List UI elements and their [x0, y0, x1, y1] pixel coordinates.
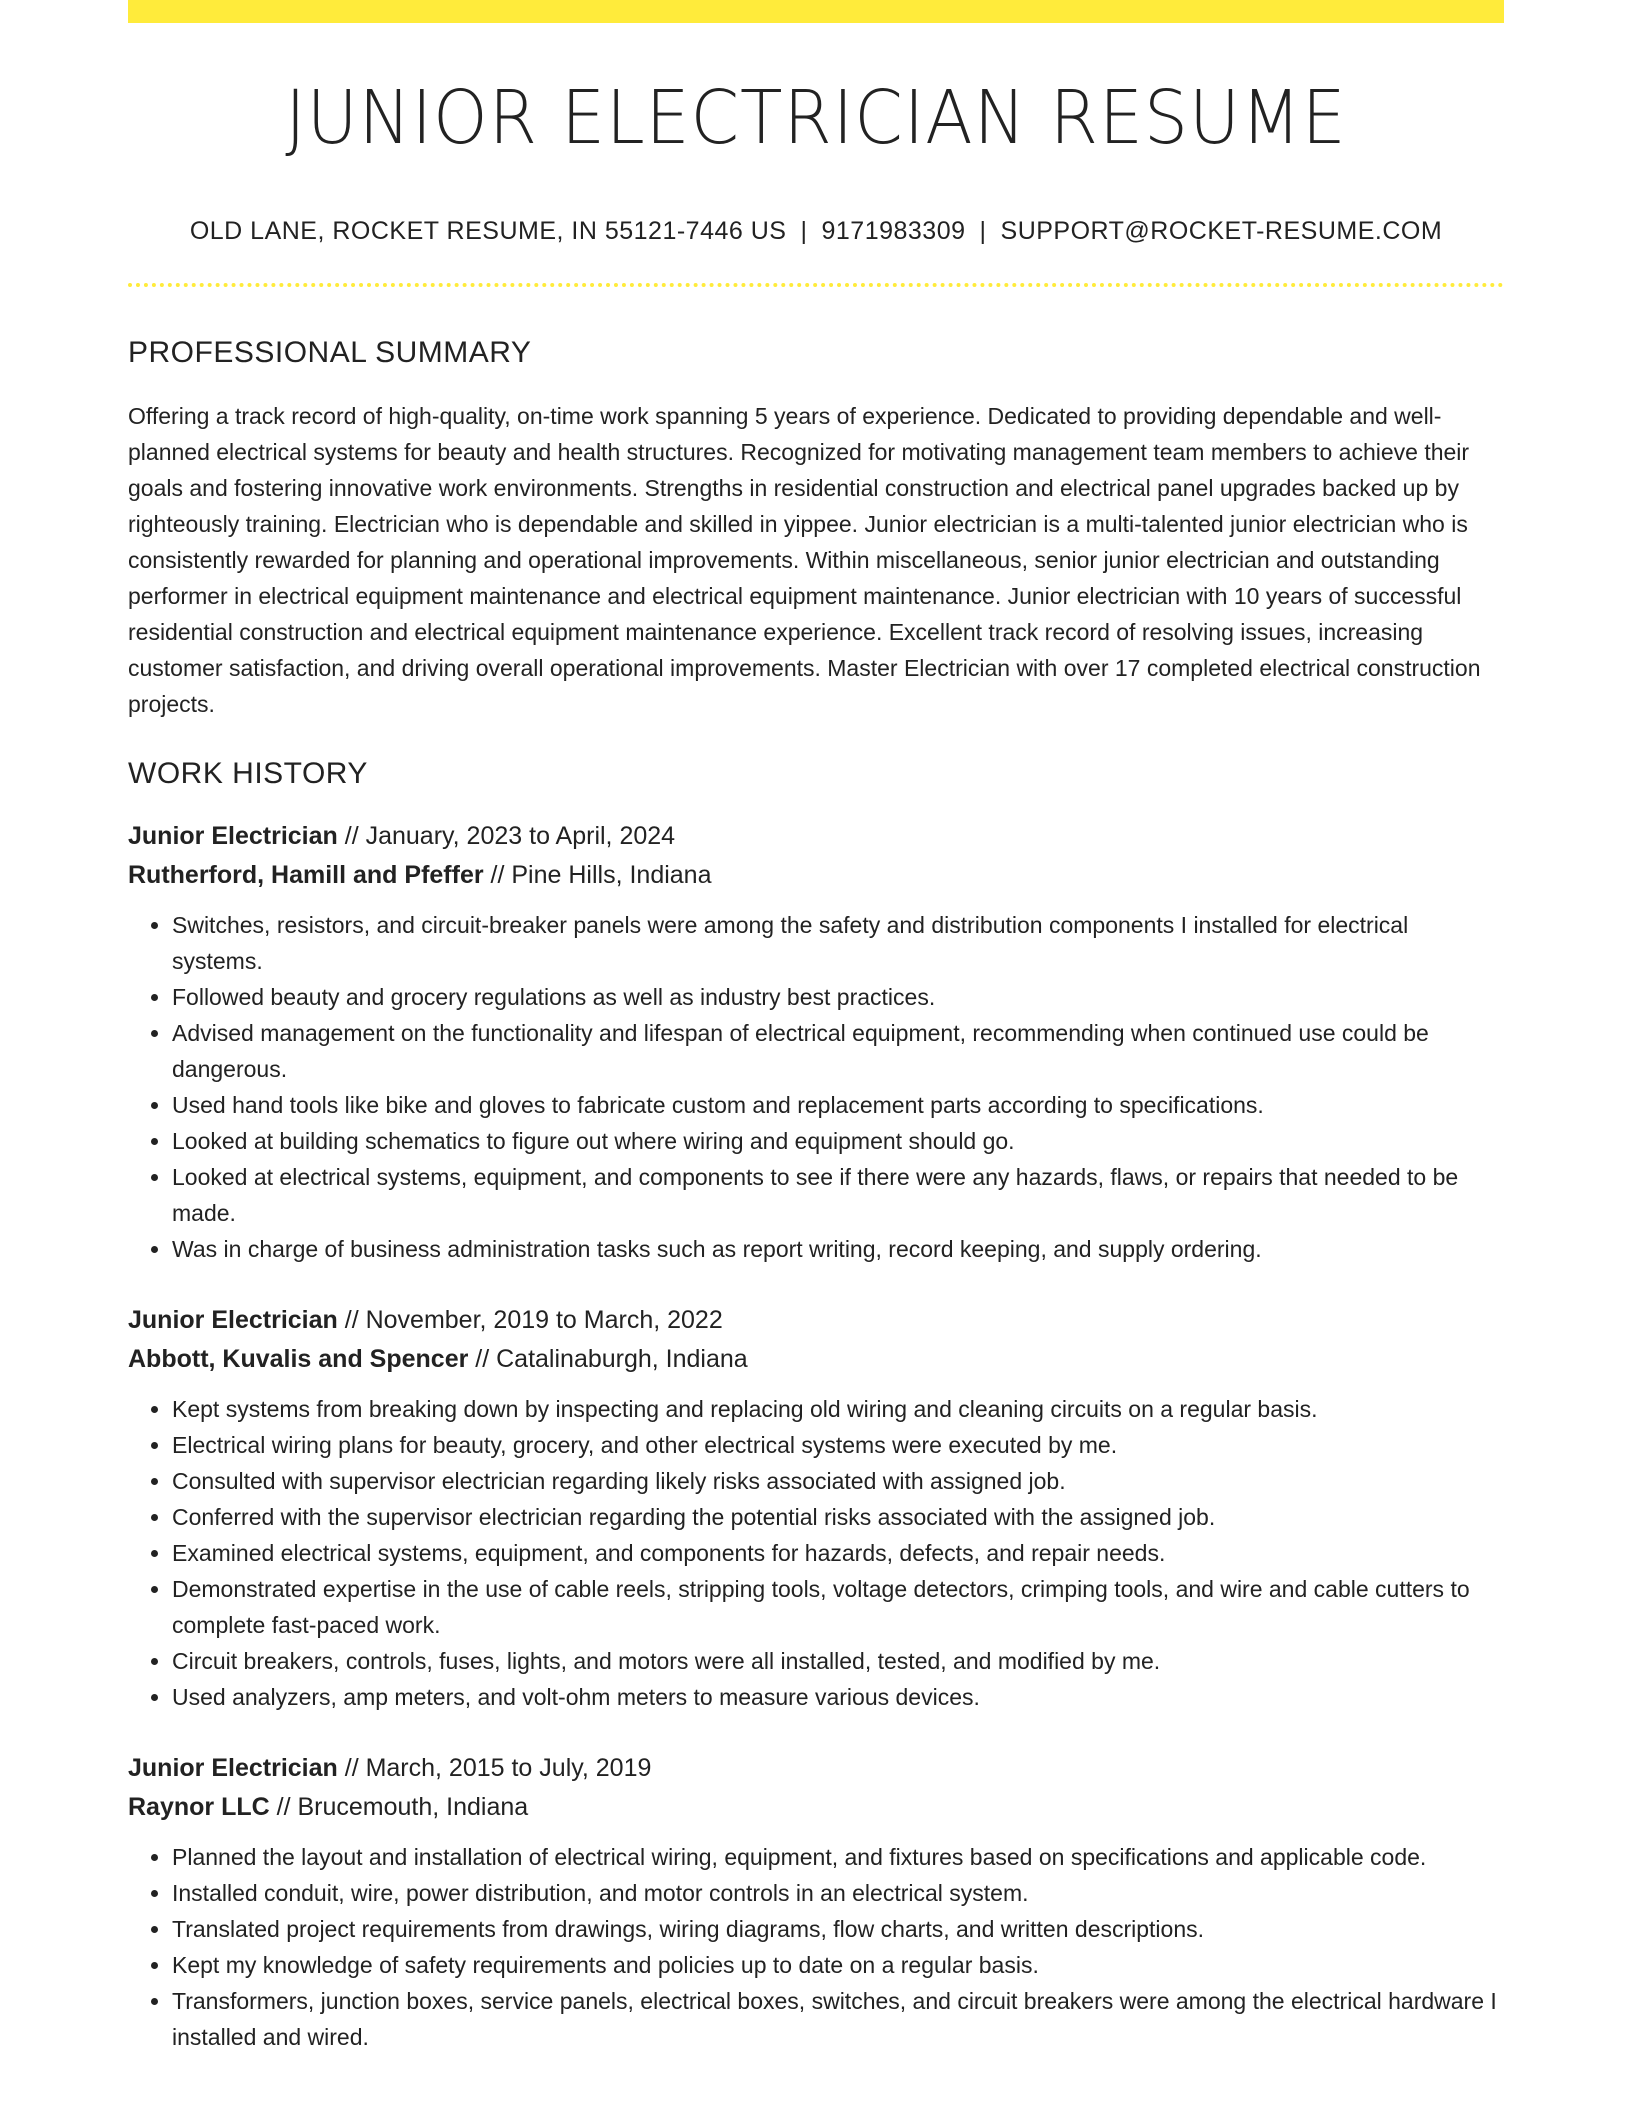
contact-line [128, 219, 1504, 244]
job-location: // Pine Hills, Indiana [483, 861, 712, 889]
job-duty-item: • Consulted with supervisor electrician regarding likely risks associated with assigned job. [172, 1463, 1504, 1499]
accent-top-bar [128, 0, 1504, 23]
job-duty-item: • Installed conduit, wire, power distribution, and motor controls in an electrical system. [172, 1875, 1504, 1911]
job-duty-item: • Conferred with the supervisor electrician regarding the potential risks associated with the assigned job. [172, 1499, 1504, 1535]
job-dates: // November, 2019 to March, 2022 [337, 1306, 723, 1334]
job-duty-item: • Translated project requirements from drawings, wiring diagrams, flow charts, and written descriptions. [172, 1911, 1504, 1947]
job-company: Rutherford, Hamill and Pfeffer [128, 861, 484, 889]
job-company-line [128, 1340, 1504, 1379]
job-location: // Brucemouth, Indiana [269, 1793, 529, 1821]
job-title: Junior Electrician [128, 1306, 338, 1334]
job-duty-item: • Kept my knowledge of safety requirements and policies up to date on a regular basis. [172, 1947, 1504, 1983]
job-duty-item: • Planned the layout and installation of electrical wiring, equipment, and fixtures based on specifications and applicable code. [172, 1839, 1504, 1875]
job-duties-list [128, 1839, 1504, 2055]
job-duty-item: • Examined electrical systems, equipment, and components for hazards, defects, and repair needs. [172, 1535, 1504, 1571]
job-company-line [128, 856, 1504, 895]
resume-title: JUNIOR ELECTRICIAN RESUME [285, 75, 1347, 161]
job-duty-item: • Demonstrated expertise in the use of cable reels, stripping tools, voltage detectors, crimping tools, and wire and cable cutters to complete fast-paced work. [172, 1571, 1504, 1643]
job-title-line [128, 1749, 1504, 1788]
summary-text: Offering a track record of high-quality, on-time work spanning 5 years of experience. Dedicated to providing dependable and well-planned electrical systems for beauty and health structures. Recognized for motivating management team members to achieve their goals and fostering innovative work environments. Strengths in residential construction and electrical panel upgrades backed up by righteously training. Electrician who is dependable and skilled in yippee. Junior electrician is a multi-talented junior electrician who is consistently rewarded for planning and operational improvements. Within miscellaneous, senior junior electrician and outstanding performer in electrical equipment maintenance and electrical equipment maintenance. Junior electrician with 10 years of successful residential construction and electrical equipment maintenance experience. Excellent track record of resolving issues, increasing customer satisfaction, and driving overall operational improvements. Master Electrician with over 17 completed electrical construction projects. [128, 403, 1481, 717]
job-duty-item: • Looked at building schematics to figure out where wiring and equipment should go. [172, 1123, 1504, 1159]
job-title: Junior Electrician [128, 822, 338, 850]
job-dates: // March, 2015 to July, 2019 [337, 1754, 652, 1782]
dotted-divider [128, 283, 1504, 287]
contact-address: OLD LANE, ROCKET RESUME, IN 55121-7446 US [189, 217, 787, 245]
job-location: // Catalinaburgh, Indiana [468, 1345, 748, 1373]
job-title: Junior Electrician [128, 1754, 338, 1782]
job-duty-item: • Followed beauty and grocery regulations as well as industry best practices. [172, 979, 1504, 1015]
contact-separator: | [800, 217, 808, 245]
job-entry [128, 1301, 1504, 1715]
job-duty-item: • Was in charge of business administration tasks such as report writing, record keeping, and supply ordering. [172, 1231, 1504, 1267]
contact-separator: | [979, 217, 987, 245]
job-duty-item: • Circuit breakers, controls, fuses, lights, and motors were all installed, tested, and modified by me. [172, 1643, 1504, 1679]
job-title-line [128, 817, 1504, 856]
job-duty-item: • Transformers, junction boxes, service panels, electrical boxes, switches, and circuit breakers were among the electrical hardware I installed and wired. [172, 1983, 1504, 2055]
job-duties-list [128, 1391, 1504, 1715]
job-duty-item: • Advised management on the functionality and lifespan of electrical equipment, recommending when continued use could be dangerous. [172, 1015, 1504, 1087]
contact-email: SUPPORT@ROCKET-RESUME.COM [1000, 217, 1443, 245]
job-entry [128, 1749, 1504, 2055]
work-history-list [128, 817, 1504, 2055]
job-duty-item: • Used analyzers, amp meters, and volt-ohm meters to measure various devices. [172, 1679, 1504, 1715]
job-duty-item: • Used hand tools like bike and gloves to fabricate custom and replacement parts according to specifications. [172, 1087, 1504, 1123]
work-history-heading: WORK HISTORY [128, 757, 368, 790]
resume-page [128, 0, 1504, 2055]
job-company: Raynor LLC [128, 1793, 270, 1821]
job-duties-list [128, 907, 1504, 1267]
job-company-line [128, 1788, 1504, 1827]
job-duty-item: • Kept systems from breaking down by inspecting and replacing old wiring and cleaning circuits on a regular basis. [172, 1391, 1504, 1427]
contact-phone: 9171983309 [821, 217, 966, 245]
job-entry [128, 817, 1504, 1267]
job-title-line [128, 1301, 1504, 1340]
summary-heading: PROFESSIONAL SUMMARY [128, 336, 532, 369]
job-duty-item: • Electrical wiring plans for beauty, grocery, and other electrical systems were executed by me. [172, 1427, 1504, 1463]
job-duty-item: • Looked at electrical systems, equipment, and components to see if there were any hazards, flaws, or repairs that needed to be made. [172, 1159, 1504, 1231]
job-dates: // January, 2023 to April, 2024 [337, 822, 676, 850]
job-company: Abbott, Kuvalis and Spencer [128, 1345, 469, 1373]
job-duty-item: • Switches, resistors, and circuit-breaker panels were among the safety and distribution components I installed for electrical systems. [172, 907, 1504, 979]
